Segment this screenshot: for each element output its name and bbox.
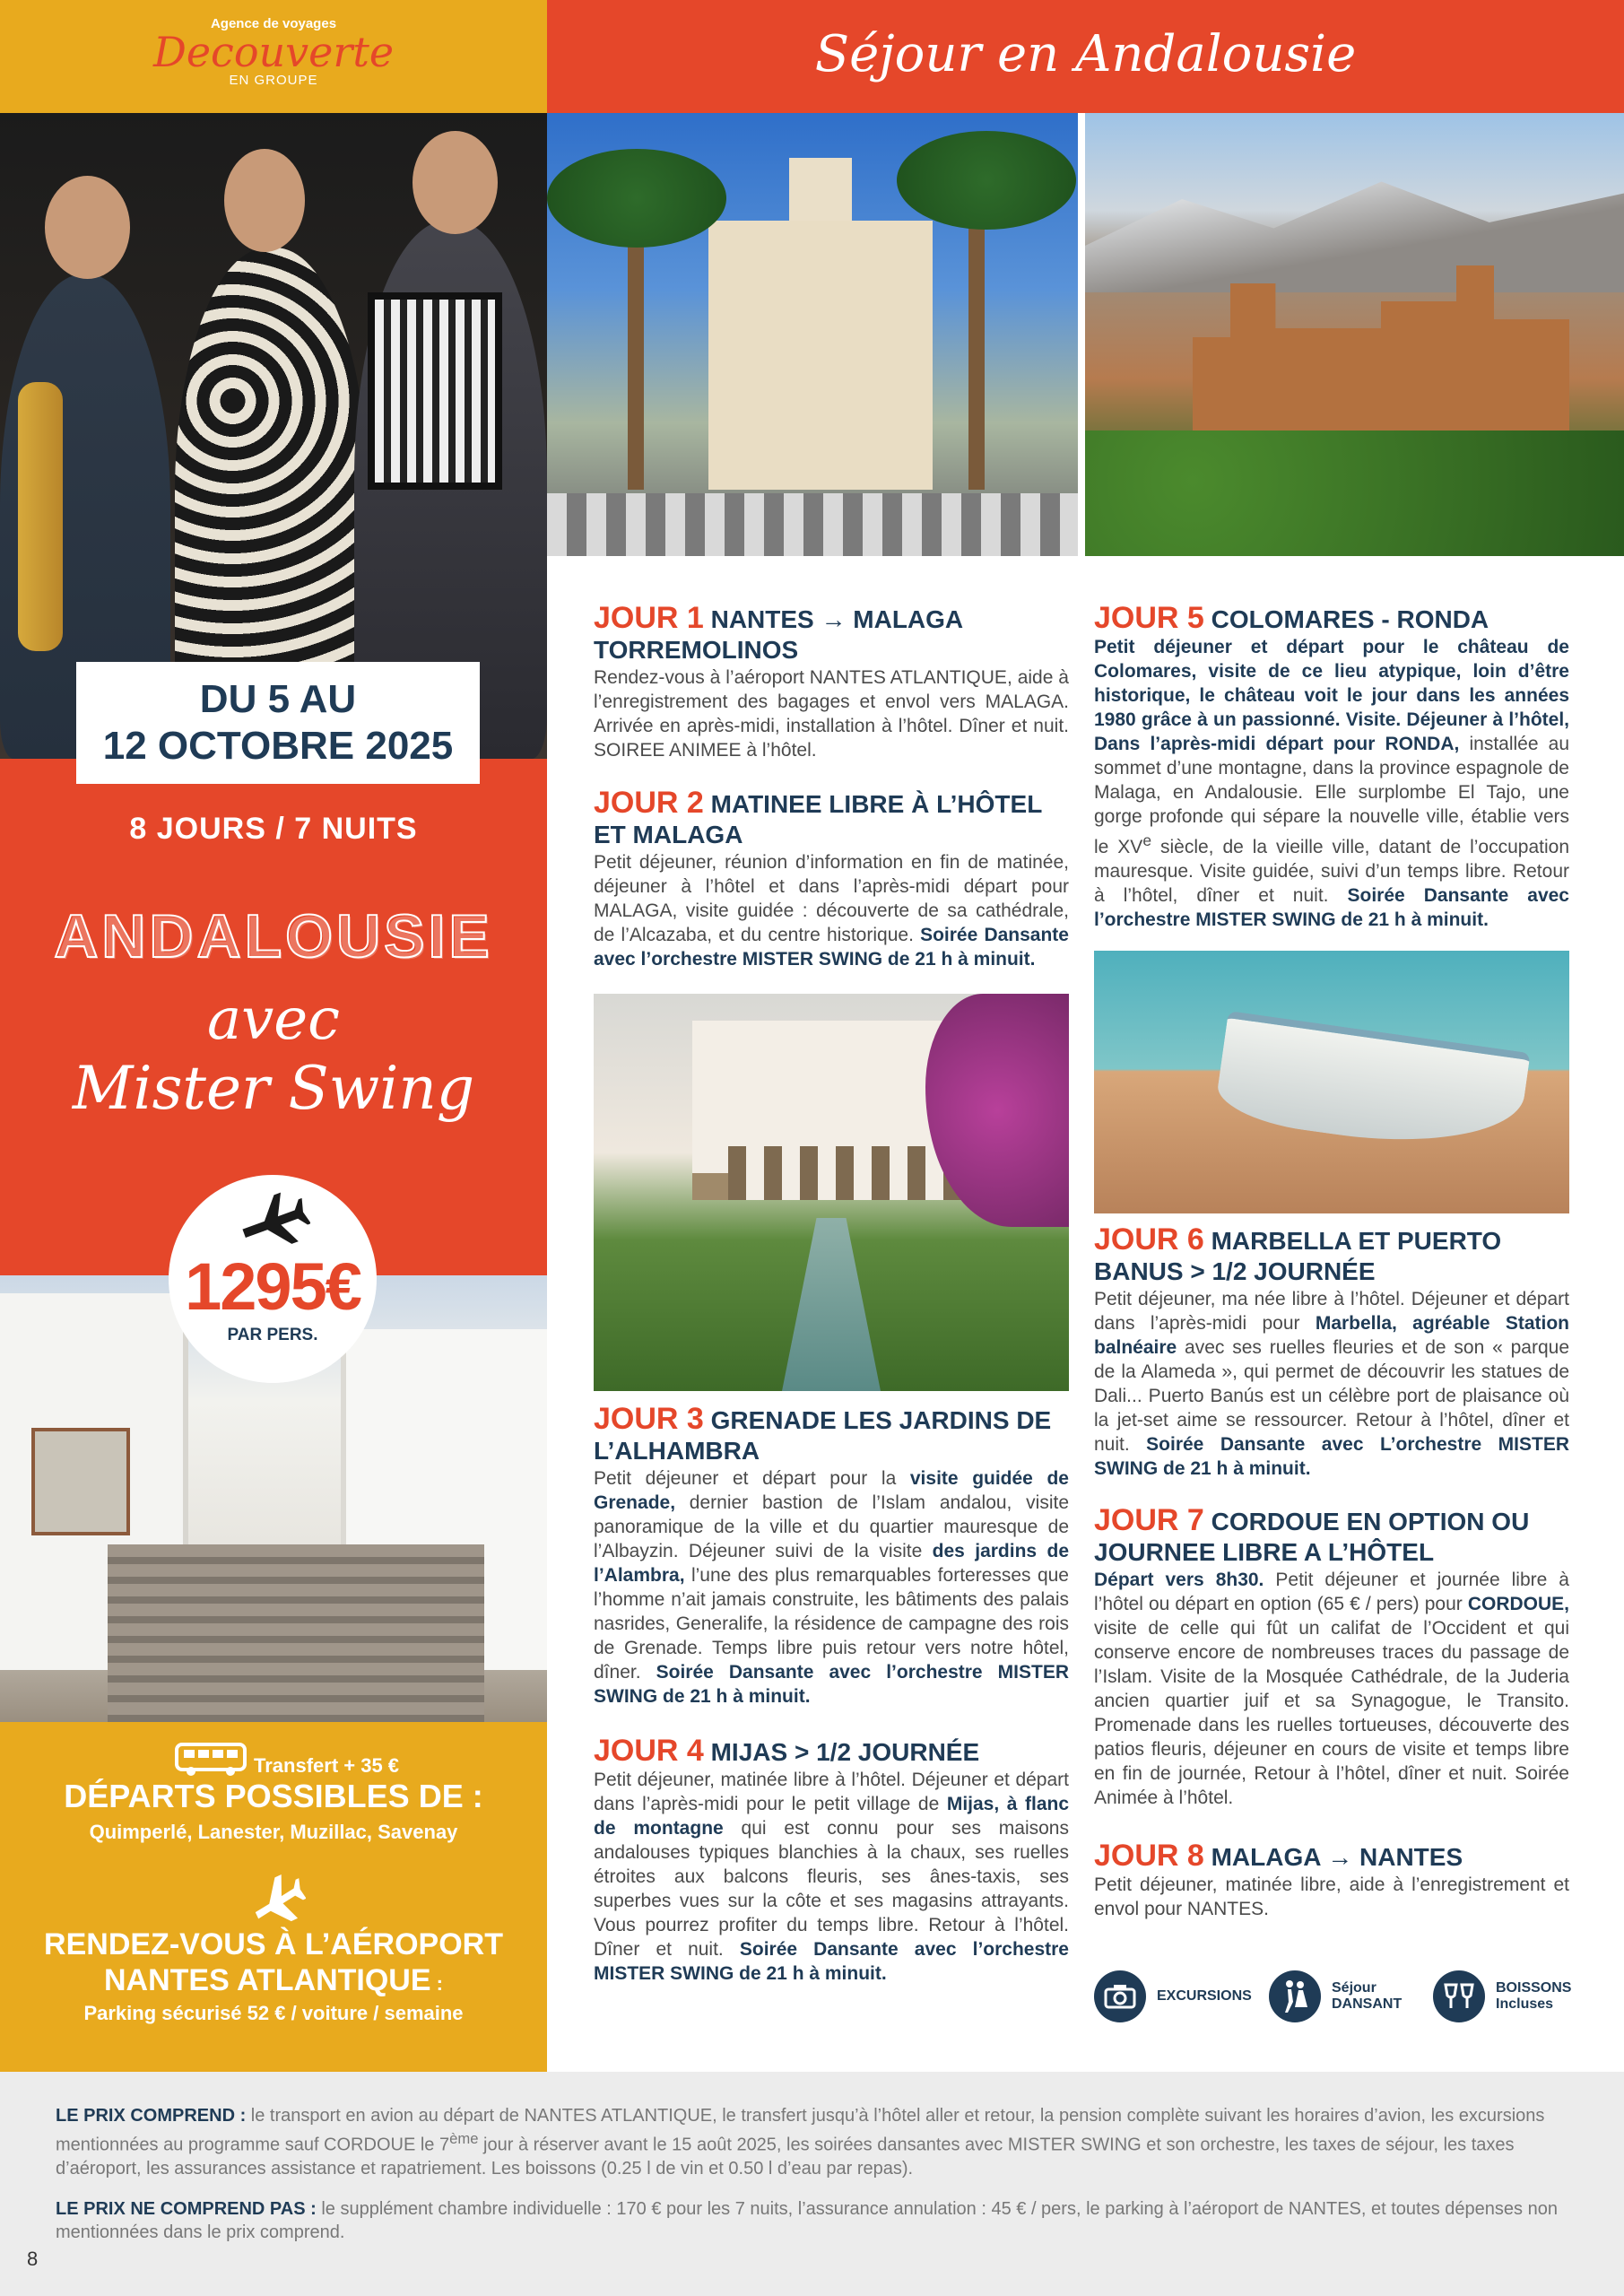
page-title: Séjour en Andalousie [814, 25, 1357, 83]
day-5-b1: Petit déjeuner et départ pour le château de Colomares, visite de ce lieu atypique, loin d’être historique, le château voit le jour dans les années 1980 grâce à un passionné. Visite. Déjeuner à l’hôtel, Dans l’après-midi départ pour RONDA, [1094, 637, 1569, 754]
day-3-b3: Soirée Dansante avec l’orchestre MISTER SWING de 21 h à minuit. [594, 1662, 1069, 1707]
day-3-t2: dernier bastion de l’Islam andalou, visite panoramique de la ville et du quartier mauresque de l’Albayzin. Déjeuner suivi de la visite [594, 1492, 1069, 1561]
day-5-text [1094, 635, 1569, 932]
drinks-label-2: Incluses [1496, 1996, 1554, 2012]
day-6-title: MARBELLA ET PUERTO BANUS > 1/2 JOURNÉE [1094, 1227, 1502, 1285]
day-1-text: Rendez-vous à l’aéroport NANTES ATLANTIQUE, aide à l’enregistrement des bagages et envol vers MALAGA. Arrivée en après-midi, installation à l’hôtel. Dîner et nuit. SOIREE ANIMEE à l’hôtel. [594, 667, 1069, 761]
dancers-icon [1269, 1970, 1321, 2022]
day-1-title: NANTES → MALAGA TORREMOLINOS [594, 605, 963, 664]
day-7-heading [1094, 1505, 1569, 1568]
dates-line-1: DU 5 AU [199, 677, 357, 721]
plane-takeoff-icon [247, 1870, 306, 1929]
glasses-icon [1433, 1970, 1485, 2022]
destination-avec: avec [206, 987, 341, 1053]
price-excludes [56, 2197, 1571, 2244]
drinks-label [1496, 1980, 1571, 2013]
day-3-number: JOUR 3 [594, 1402, 704, 1436]
excursions-badge [1094, 1968, 1252, 2025]
day-2-body: Petit déjeuner, réunion d’information en fin de matinée, déjeuner à l’hôtel et dans l’après-midi départ pour MALAGA, visite guidée : découverte de sa cathédrale, de l’Alcazaba, et du centre historique. [594, 852, 1069, 945]
day-7-b1: Départ vers 8h30. [1094, 1570, 1264, 1590]
rdv-line-2: NANTES ATLANTIQUE [104, 1963, 431, 1997]
day-7-number: JOUR 7 [1094, 1503, 1204, 1537]
price-badge [169, 1175, 377, 1383]
stone-stairs [108, 1544, 484, 1722]
price-excludes-label: LE PRIX NE COMPREND PAS : [56, 2199, 317, 2219]
airport-rendezvous [0, 1926, 547, 2002]
day-5-t1: installée au sommet d’une montagne, dans la province espagnole de Malaga, en Andalousie. Elle surplombe El Tajo, une gorge profonde qui sépare la nouvelle ville, établie vers le XV [1094, 734, 1569, 857]
logo-bottom-line: EN GROUPE [229, 73, 318, 88]
day-6-b2: Soirée Dansante avec L’orchestre MISTER SWING de 21 h à minuit. [1094, 1434, 1569, 1479]
stone-crest [31, 1428, 130, 1535]
day-4-text [594, 1768, 1069, 1986]
day-4-t2: qui est connu pour ses maisons andalouses typiques blanchies à la chaux, ses ruelles étroites aux balcons fleuris, ses ânes-taxis, ses superbes vues sur la côte et ses magasins attrayants. Vous pourrez profiter du temps libre. Retour à l’hôtel. Dîner et nuit. [594, 1818, 1069, 1960]
day-4-b2: Soirée Dansante avec l’orchestre MISTER SWING de 21 h à minuit. [594, 1939, 1069, 1984]
beach-boat-photo [1094, 951, 1569, 1213]
day-6-text [1094, 1287, 1569, 1481]
page-number: 8 [27, 2248, 39, 2270]
day-5-heading [1094, 603, 1569, 635]
band-name: Mister Swing [72, 1054, 475, 1123]
day-3-title: GRENADE LES JARDINS DE L’ALHAMBRA [594, 1406, 1052, 1465]
day-7-text [1094, 1568, 1569, 1810]
day-3-text [594, 1466, 1069, 1709]
price-includes-sup: ème [449, 2130, 479, 2147]
price-includes-label: LE PRIX COMPREND : [56, 2106, 247, 2126]
day-2-number: JOUR 2 [594, 786, 704, 820]
day-3-t1: Petit déjeuner et départ pour la [594, 1468, 910, 1489]
day-7-t1: Petit déjeuner et journée libre à l’hôtel ou départ en option (65 € / pers) pour [1094, 1570, 1569, 1614]
day-8 [1094, 1840, 1569, 1921]
day-7-title: CORDOUE EN OPTION OU JOURNEE LIBRE A L’HÔTEL [1094, 1508, 1530, 1566]
price-includes [56, 2104, 1571, 2180]
day-6 [1094, 1224, 1569, 1481]
price-value: 1295€ [185, 1249, 360, 1324]
dance-label-2: DANSANT [1332, 1996, 1403, 2012]
bus-icon [175, 1742, 248, 1778]
crosswalk [547, 493, 1078, 556]
palm-leaves [897, 131, 1076, 230]
logo-main: Decouverte [152, 28, 395, 76]
day-5-title: COLOMARES - RONDA [1211, 605, 1489, 633]
day-6-b1: Marbella, agréable Station balnéaire [1094, 1313, 1569, 1358]
day-1-heading [594, 603, 1069, 665]
drinks-badge [1433, 1968, 1571, 2025]
day-8-title: MALAGA → NANTES [1211, 1843, 1463, 1871]
dance-badge [1269, 1968, 1402, 2025]
trumpet [18, 382, 63, 651]
day-3-t3: l’une des plus remarquables forteresses que l’homme n’ait jamais construite, les bâtiments des palais nasrides, Generalife, la résidence de campagne des rois de Grenade. Temps libre puis retour vers notre hôtel, dîner. [594, 1565, 1069, 1683]
destination-title: ANDALOUSIE [54, 902, 493, 970]
day-2-text [594, 850, 1069, 971]
day-3-b2: des jardins de l’Alambra, [594, 1541, 1070, 1586]
day-2-title: MATINEE LIBRE À L’HÔTEL ET MALAGA [594, 790, 1042, 848]
camera-icon [1094, 1970, 1146, 2022]
rdv-line-1: RENDEZ-VOUS À L’AÉROPORT [44, 1927, 503, 1961]
alhambra-photo [1085, 113, 1624, 556]
musician-head [45, 176, 130, 279]
logo-top-line: Agence de voyages [210, 16, 337, 31]
plane-icon [239, 1191, 310, 1254]
day-5-b2: Soirée Dansante avec l’orchestre MISTER SWING de 21 h à minuit. [1094, 885, 1569, 930]
day-6-heading [1094, 1224, 1569, 1287]
day-1-number: JOUR 1 [594, 601, 704, 635]
departures-title: DÉPARTS POSSIBLES DE : [64, 1778, 483, 1814]
trip-duration: 8 JOURS / 7 NUITS [129, 812, 418, 846]
day-8-number: JOUR 8 [1094, 1839, 1204, 1873]
price-excludes-text: le supplément chambre individuelle : 170 € pour les 7 nuits, l’assurance annulation : 45 € / pers, le parking à l’aéroport de NANTES, et toutes dépenses non mentionnées dans le prix comprend. [56, 2199, 1558, 2242]
accordionist-head [413, 131, 498, 234]
date-box [76, 662, 480, 784]
day-8-heading [1094, 1840, 1569, 1873]
singer-head [224, 149, 305, 252]
price-includes-t1: le transport en avion au départ de NANTES ATLANTIQUE, le transfert jusqu’à l’hôtel aller et retour, la pension complète suivant les horaires d’avion, les excursions mentionnées au programme sauf CORDOUE le 7 [56, 2106, 1545, 2155]
day-5-number: JOUR 5 [1094, 601, 1204, 635]
town-hall-building [708, 221, 933, 490]
parking-note: Parking sécurisé 52 € / voiture / semaine [83, 2002, 464, 2024]
dance-label [1332, 1980, 1402, 2013]
day-3 [594, 1404, 1069, 1709]
dance-label-1: Séjour [1332, 1980, 1376, 1996]
day-4 [594, 1735, 1069, 1986]
day-3-b1: visite guidée de Grenade, [594, 1468, 1069, 1513]
day-8-text: Petit déjeuner, matinée libre, aide à l’enregistrement et envol pour NANTES. [1094, 1874, 1569, 1919]
day-2 [594, 787, 1069, 971]
price-includes-t2: jour à réserver avant le 15 août 2025, les soirées dansantes avec MISTER SWING et son orchestre, les taxes de séjour, les taxes d’aéroport, les assurances assistance et rapatriement. Les boissons (0.25 l de vin et 0.50 l d’eau par repas). [56, 2135, 1515, 2179]
day-5 [1094, 603, 1569, 932]
fountain-pool [782, 1218, 881, 1391]
day-4-number: JOUR 4 [594, 1734, 704, 1768]
alhambra-fortress [1193, 265, 1569, 445]
day-5-sup: e [1142, 831, 1152, 849]
day-4-heading [594, 1735, 1069, 1768]
day-4-title: MIJAS > 1/2 JOURNÉE [710, 1738, 980, 1766]
day-1 [594, 603, 1069, 762]
forest [1085, 430, 1624, 556]
boat [1213, 1011, 1530, 1160]
day-4-t1: Petit déjeuner, matinée libre à l’hôtel. Déjeuner et départ dans l’après-midi pour le petit village de [594, 1770, 1069, 1814]
day-3-heading [594, 1404, 1069, 1466]
transfer-note: Transfert + 35 € [254, 1754, 400, 1777]
day-6-t1: Petit déjeuner, ma née libre à l’hôtel. Déjeuner et départ dans l’après-midi pour [1094, 1289, 1569, 1334]
accordion [368, 292, 502, 490]
snowy-mountains [1085, 176, 1624, 292]
drinks-label-1: BOISSONS [1496, 1980, 1572, 1996]
arches [728, 1146, 961, 1200]
departure-cities: Quimperlé, Lanester, Muzillac, Savenay [89, 1821, 458, 1843]
price-label: PAR PERS. [227, 1326, 318, 1344]
day-6-number: JOUR 6 [1094, 1222, 1204, 1257]
excursions-label: EXCURSIONS [1157, 1988, 1252, 2004]
day-4-b1: Mijas, à flanc de montagne [594, 1794, 1070, 1839]
agency-logo [0, 16, 547, 88]
day-7 [1094, 1505, 1569, 1810]
day-6-t2: avec ses ruelles fleuries et de son « parque de la Alameda », qui permet de découvrir les statues de Dali... Puerto Banús est un célèbre port de plaisance où la jet-set aime se ressourcer. Retour à l’hôtel, dîner et nuit. [1094, 1337, 1569, 1455]
malaga-town-hall-photo [547, 113, 1078, 556]
day-5-t2: siècle, de la vieille ville, datant de l’occupation mauresque. Visite guidée, suivi d’un temps libre. Retour à l’hôtel, dîner et nuit. [1094, 837, 1569, 906]
rdv-colon: : [430, 1972, 443, 1995]
palm-leaves [547, 149, 726, 248]
departures-band [0, 1722, 547, 2072]
dates-line-2: 12 OCTOBRE 2025 [102, 724, 454, 768]
generalife-gardens-photo [594, 994, 1069, 1391]
day-2-heading [594, 787, 1069, 850]
day-2-evening: Soirée Dansante avec l’orchestre MISTER SWING de 21 h à minuit. [594, 925, 1069, 970]
day-7-b2: CORDOUE, [1467, 1594, 1569, 1614]
day-7-t2: visite de celle qui fût un califat de l’Occident et qui conserve encore de nombreuses traces du passage de l’Islam. Visite de la Mosquée Cathédrale, de la Juderia ancien quartier juif et sa Synagogue, le Transito. Promenade dans les ruelles tortueuses, découverte des patios fleuris, déjeuner en cours de visite et temps libre en fin de journée, Retour à l’hôtel, dîner et nuit. Soirée Animée à l’hôtel. [1094, 1618, 1569, 1808]
